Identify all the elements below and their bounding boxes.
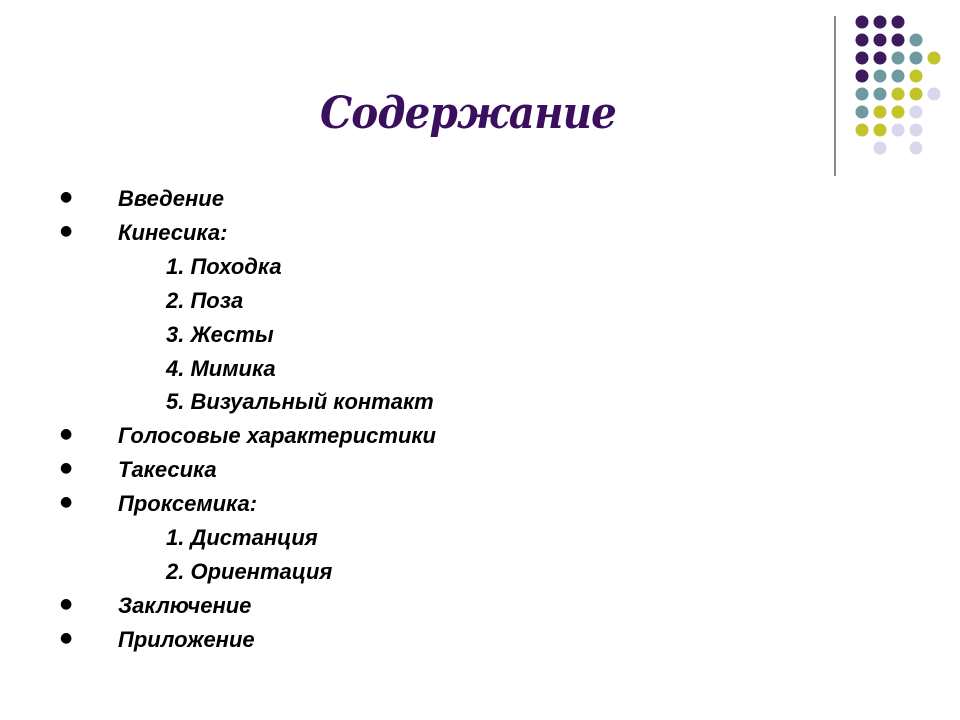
decorative-dot [910,124,923,137]
toc-item: Голосовые характеристики [118,423,436,448]
decorative-dot [892,124,905,137]
toc-subitem: 3. Жесты [166,322,274,347]
toc-item: Заключение [118,593,252,618]
decorative-dot [874,16,887,29]
decorative-dot [856,16,869,29]
decorative-dot [874,124,887,137]
decorative-dot [892,52,905,65]
toc-subitem: 2. Ориентация [166,559,333,584]
decorative-dot [856,52,869,65]
decorative-dot [910,106,923,119]
toc-subitem: 5. Визуальный контакт [166,389,434,414]
bullet-icon: ● [60,426,73,442]
decorative-dot [910,34,923,47]
bullet-icon: ● [60,494,73,510]
decorative-dot [910,70,923,83]
decorative-dot [874,88,887,101]
decorative-dot [910,142,923,155]
decorative-dot [910,88,923,101]
toc-item: Проксемика: [118,491,258,516]
toc-item: Введение [118,186,224,211]
bullet-icon: ● [60,189,73,205]
decorative-dot [856,70,869,83]
decorative-dot [892,70,905,83]
decorative-dot [892,106,905,119]
decorative-dot [856,124,869,137]
vertical-divider [834,16,836,176]
decorative-dot [856,34,869,47]
slide-title: Содержание [320,88,617,139]
decorative-dot [874,52,887,65]
decorative-dot [910,52,923,65]
toc-subitem: 4. Мимика [166,356,276,381]
decorative-dot [928,52,941,65]
toc-item: Приложение [118,627,255,652]
decorative-dot [928,88,941,101]
decorative-dot [892,88,905,101]
bullet-icon: ● [60,596,73,612]
toc-subitem: 2. Поза [166,288,244,313]
bullet-icon: ● [60,460,73,476]
decorative-dot [856,106,869,119]
decorative-dot [874,70,887,83]
decorative-dot [874,34,887,47]
decorative-dot [874,142,887,155]
toc-item: Такесика [118,457,217,482]
decorative-dot [892,34,905,47]
bullet-icon: ● [60,223,73,239]
toc-subitem: 1. Дистанция [166,525,318,550]
decorative-dot [874,106,887,119]
decorative-dot [892,16,905,29]
toc-item: Кинесика: [118,220,228,245]
toc-subitem: 1. Походка [166,254,282,279]
decorative-dot [856,88,869,101]
bullet-icon: ● [60,630,73,646]
